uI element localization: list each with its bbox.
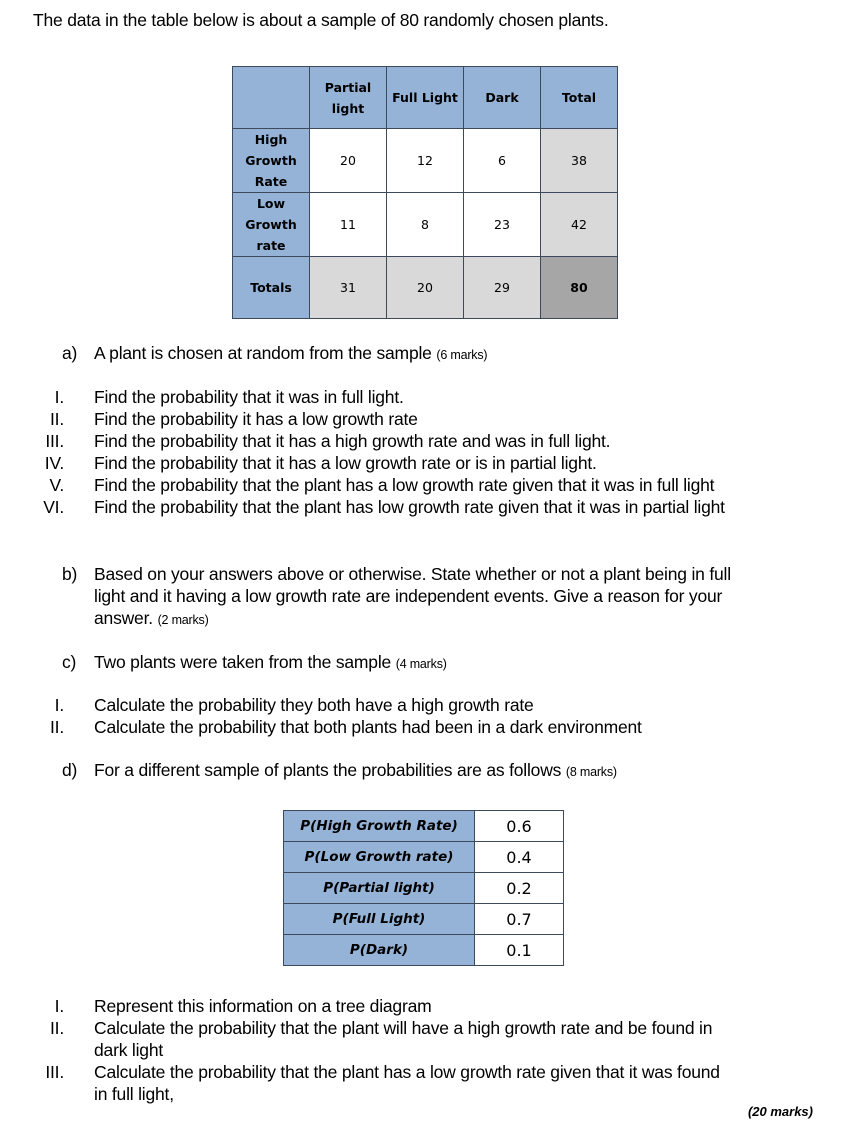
intro-text: The data in the table below is about a sample of 80 randomly chosen plants. [33,10,609,30]
row-label-high-growth: High Growth Rate [233,129,310,193]
row-label-totals: Totals [233,257,310,319]
part-d-item: dark light [94,1040,164,1060]
cell-total-partial: 31 [310,257,387,319]
part-d-item: Calculate the probability that the plant has a low growth rate given that it was found [94,1062,720,1082]
item-number: III. [45,1062,64,1082]
cell-high-total: 38 [541,129,618,193]
part-b-marks: (2 marks) [157,613,209,627]
cell-total-full: 20 [387,257,464,319]
item-number: III. [45,431,64,451]
part-d-marks: (8 marks) [565,765,617,779]
total-marks: (20 marks) [747,1104,813,1119]
item-number: II. [50,1018,64,1038]
header-dark: Dark [464,67,541,129]
table-row [233,129,618,193]
cell-low-dark: 23 [464,193,541,257]
header-cell-empty [233,67,310,129]
item-number: II. [50,717,64,737]
row-label-low-growth: Low Growth rate [233,193,310,257]
cell-high-full: 12 [387,129,464,193]
prob-value: 0.4 [475,842,564,873]
cell-high-partial: 20 [310,129,387,193]
item-number: I. [54,387,64,407]
part-b-line: light and it having a low growth rate are independent events. Give a reason for your [94,586,723,606]
part-b-line: Based on your answers above or otherwise. State whether or not a plant being in full [94,564,731,584]
part-b-label: b) [62,564,78,584]
probability-table [283,810,564,966]
prob-value: 0.2 [475,873,564,904]
part-a-item: Find the probability that it has a high growth rate and was in full light. [94,431,611,451]
part-c-question: Two plants were taken from the sample (4 marks) [94,652,447,672]
table-row [233,193,618,257]
cell-high-dark: 6 [464,129,541,193]
table-row [284,873,564,904]
part-a-item: Find the probability that the plant has low growth rate given that it was in partial light [94,497,725,517]
part-c-marks: (4 marks) [395,657,447,671]
item-number: I. [54,996,64,1016]
item-number: I. [54,695,64,715]
part-d-item: Calculate the probability that the plant will have a high growth rate and be found in [94,1018,713,1038]
part-b-line: answer. (2 marks) [94,608,209,628]
item-number: II. [50,409,64,429]
part-d-item: Represent this information on a tree diagram [94,996,432,1016]
part-d-item: in full light, [94,1084,174,1104]
header-total: Total [541,67,618,129]
cell-low-partial: 11 [310,193,387,257]
part-c-item: Calculate the probability they both have a high growth rate [94,695,534,715]
table-row [284,904,564,935]
part-d-label: d) [62,760,78,780]
prob-key: P(Dark) [284,935,475,966]
prob-value: 0.7 [475,904,564,935]
header-full-light: Full Light [387,67,464,129]
table-row [233,257,618,319]
part-a-item: Find the probability it has a low growth rate [94,409,418,429]
part-a-item: Find the probability that it has a low growth rate or is in partial light. [94,453,597,473]
prob-key: P(Low Growth rate) [284,842,475,873]
cell-total-dark: 29 [464,257,541,319]
part-a-marks: (6 marks) [436,348,488,362]
table-row [284,842,564,873]
prob-key: P(Partial light) [284,873,475,904]
prob-value: 0.6 [475,811,564,842]
table-row [284,935,564,966]
table-header-row [233,67,618,129]
prob-key: P(High Growth Rate) [284,811,475,842]
plant-data-table [232,66,618,319]
item-number: IV. [44,453,64,473]
cell-grand-total: 80 [541,257,618,319]
part-a-question: A plant is chosen at random from the sample (6 marks) [94,343,488,363]
prob-key: P(Full Light) [284,904,475,935]
table-row [284,811,564,842]
cell-low-full: 8 [387,193,464,257]
part-a-label: a) [62,343,78,363]
item-number: VI. [43,497,64,517]
part-c-label: c) [62,652,77,672]
part-a-item: Find the probability that it was in full light. [94,387,404,407]
prob-value: 0.1 [475,935,564,966]
header-partial-light: Partial light [310,67,387,129]
part-c-item: Calculate the probability that both plants had been in a dark environment [94,717,642,737]
part-a-item: Find the probability that the plant has a low growth rate given that it was in full light [94,475,715,495]
cell-low-total: 42 [541,193,618,257]
item-number: V. [49,475,64,495]
part-d-question: For a different sample of plants the probabilities are as follows (8 marks) [94,760,617,780]
